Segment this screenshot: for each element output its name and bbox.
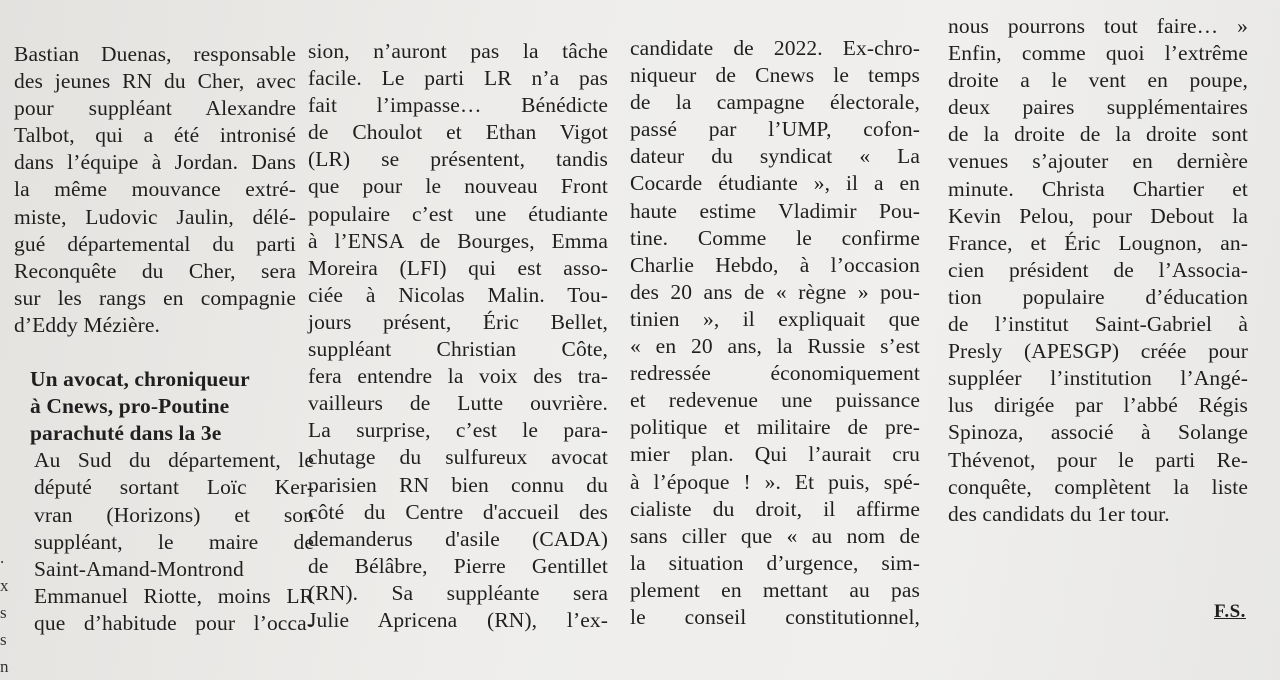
text-line: La surprise, c’est le para- — [308, 418, 608, 443]
edge-mark: n — [0, 657, 9, 676]
text-line: à l’époque ! ». Et puis, spé- — [630, 469, 920, 494]
text-line: Presly (APESGP) créée pour — [948, 339, 1248, 364]
text-line: Charlie Hebdo, à l’occasion — [630, 252, 920, 277]
text-line: lus dirigée par l’abbé Régis — [948, 393, 1248, 418]
text-line: cialiste du droit, il affirme — [630, 496, 920, 521]
text-line: que d’habitude pour l’occa- — [34, 610, 314, 635]
text-line: des candidats du 1er tour. — [948, 501, 1170, 526]
text-line: Julie Apricena (RN), l’ex- — [308, 607, 608, 632]
text-line: minute. Christa Chartier et — [948, 176, 1248, 201]
text-line: chutage du sulfureux avocat — [308, 445, 608, 470]
text-line: de la droite de la droite sont — [948, 122, 1248, 147]
text-line: passé par l’UMP, cofon- — [630, 117, 920, 142]
text-line: Kevin Pelou, pour Debout la — [948, 203, 1248, 228]
text-line: Saint-Amand-Montrond — [34, 556, 244, 581]
text-line: suppléant, le maire de — [34, 529, 314, 554]
text-line: gué départemental du parti — [14, 231, 296, 256]
section-heading-line: Un avocat, chroniqueur — [30, 367, 250, 392]
text-line: de Bélâbre, Pierre Gentillet — [308, 553, 608, 578]
text-line: côté du Centre d'accueil des — [308, 499, 608, 524]
text-line: haute estime Vladimir Pou- — [630, 198, 920, 223]
text-line: à l’ENSA de Bourges, Emma — [308, 228, 608, 253]
text-line: jours présent, Éric Bellet, — [308, 309, 608, 334]
text-line: le conseil constitutionnel, — [630, 604, 920, 629]
article-column-4 — [948, 13, 1248, 528]
text-line: Moreira (LFI) qui est asso- — [308, 255, 608, 280]
text-line: dateur du syndicat « La — [630, 144, 920, 169]
text-line: (RN). Sa suppléante sera — [308, 580, 608, 605]
text-line: suppléer l’institution l’Angé- — [948, 366, 1248, 391]
text-line: la même mouvance extré- — [14, 177, 296, 202]
text-line: candidate de 2022. Ex-chro- — [630, 36, 920, 60]
text-line: nous pourrons tout faire… » — [948, 14, 1248, 38]
edge-mark: x — [0, 576, 9, 595]
text-line: Emmanuel Riotte, moins LR — [34, 583, 314, 608]
text-line: niqueur de Cnews le temps — [630, 63, 920, 88]
text-line: ciée à Nicolas Malin. Tou- — [308, 282, 608, 307]
edge-mark: s — [0, 630, 7, 649]
text-line: Bastian Duenas, responsable — [14, 42, 296, 66]
text-line: fait l’impasse… Bénédicte — [308, 93, 608, 118]
text-line: tine. Comme le confirme — [630, 225, 920, 250]
text-line: vailleurs de Lutte ouvrière. — [308, 391, 608, 416]
text-line: France, et Éric Lougnon, an- — [948, 230, 1248, 255]
text-line: député sortant Loïc Ker- — [34, 475, 314, 500]
text-line: de Choulot et Ethan Vigot — [308, 120, 608, 145]
text-line: populaire c’est une étudiante — [308, 201, 608, 226]
text-line: des jeunes RN du Cher, avec — [14, 69, 296, 94]
text-line: venues s’ajouter en dernière — [948, 149, 1248, 174]
text-line: que pour le nouveau Front — [308, 174, 608, 199]
author-signature: F.S. — [1214, 601, 1246, 622]
text-line: parisien RN bien connu du — [308, 472, 608, 497]
article-column-2 — [308, 38, 608, 634]
text-line: Spinoza, associé à Solange — [948, 420, 1248, 445]
text-line: pour suppléant Alexandre — [14, 96, 296, 121]
text-line: Cocarde étudiante », il a en — [630, 171, 920, 196]
edge-mark: s — [0, 603, 7, 622]
text-line: et redevenue une puissance — [630, 388, 920, 413]
text-line: « en 20 ans, la Russie s’est — [630, 334, 920, 359]
text-line: la situation d’urgence, sim- — [630, 550, 920, 575]
text-line: redressée économiquement — [630, 361, 920, 386]
text-line: Enfin, comme quoi l’extrême — [948, 41, 1248, 66]
text-line: (LR) se présentent, tandis — [308, 147, 608, 172]
text-line: Talbot, qui a été intronisé — [14, 123, 296, 148]
text-line: tinien », il expliquait que — [630, 306, 920, 331]
text-line: sur les rangs en compagnie — [14, 285, 296, 310]
text-line: droite a le vent en poupe, — [948, 68, 1248, 93]
text-line: Reconquête du Cher, sera — [14, 258, 296, 283]
text-line: des 20 ans de « règne » pou- — [630, 279, 920, 304]
article-column-1 — [14, 41, 314, 637]
text-line: mier plan. Qui l’aurait cru — [630, 442, 920, 467]
section-heading-line: à Cnews, pro-Poutine — [30, 394, 230, 419]
text-line: dans l’équipe à Jordan. Dans — [14, 150, 296, 175]
text-line: de l’institut Saint-Gabriel à — [948, 312, 1248, 337]
text-line: de la campagne électorale, — [630, 90, 920, 115]
text-line: facile. Le parti LR n’a pas — [308, 66, 608, 91]
text-line: d’Eddy Mézière. — [14, 312, 160, 337]
text-line: suppléant Christian Côte, — [308, 337, 608, 362]
edge-mark: . — [0, 548, 5, 567]
article-column-3 — [630, 35, 920, 631]
text-line: demanderus d'asile (CADA) — [308, 526, 608, 551]
text-line: miste, Ludovic Jaulin, délé- — [14, 204, 296, 229]
text-line: politique et militaire de pre- — [630, 415, 920, 440]
text-line: conquête, complètent la liste — [948, 474, 1248, 499]
text-line: sion, n’auront pas la tâche — [308, 39, 608, 63]
text-line: tion populaire d’éducation — [948, 284, 1248, 309]
text-line: Thévenot, pour le parti Re- — [948, 447, 1248, 472]
section-heading-line: parachuté dans la 3e — [30, 421, 222, 446]
text-line: vran (Horizons) et son — [34, 502, 314, 527]
text-line: sans ciller que « au nom de — [630, 523, 920, 548]
text-line: cien président de l’Associa- — [948, 257, 1248, 282]
paragraph-gap — [14, 339, 296, 366]
text-line: fera entendre la voix des tra- — [308, 364, 608, 389]
text-line: plement en mettant au pas — [630, 577, 920, 602]
text-line: Au Sud du département, le — [34, 448, 314, 473]
text-line: deux paires supplémentaires — [948, 95, 1248, 120]
